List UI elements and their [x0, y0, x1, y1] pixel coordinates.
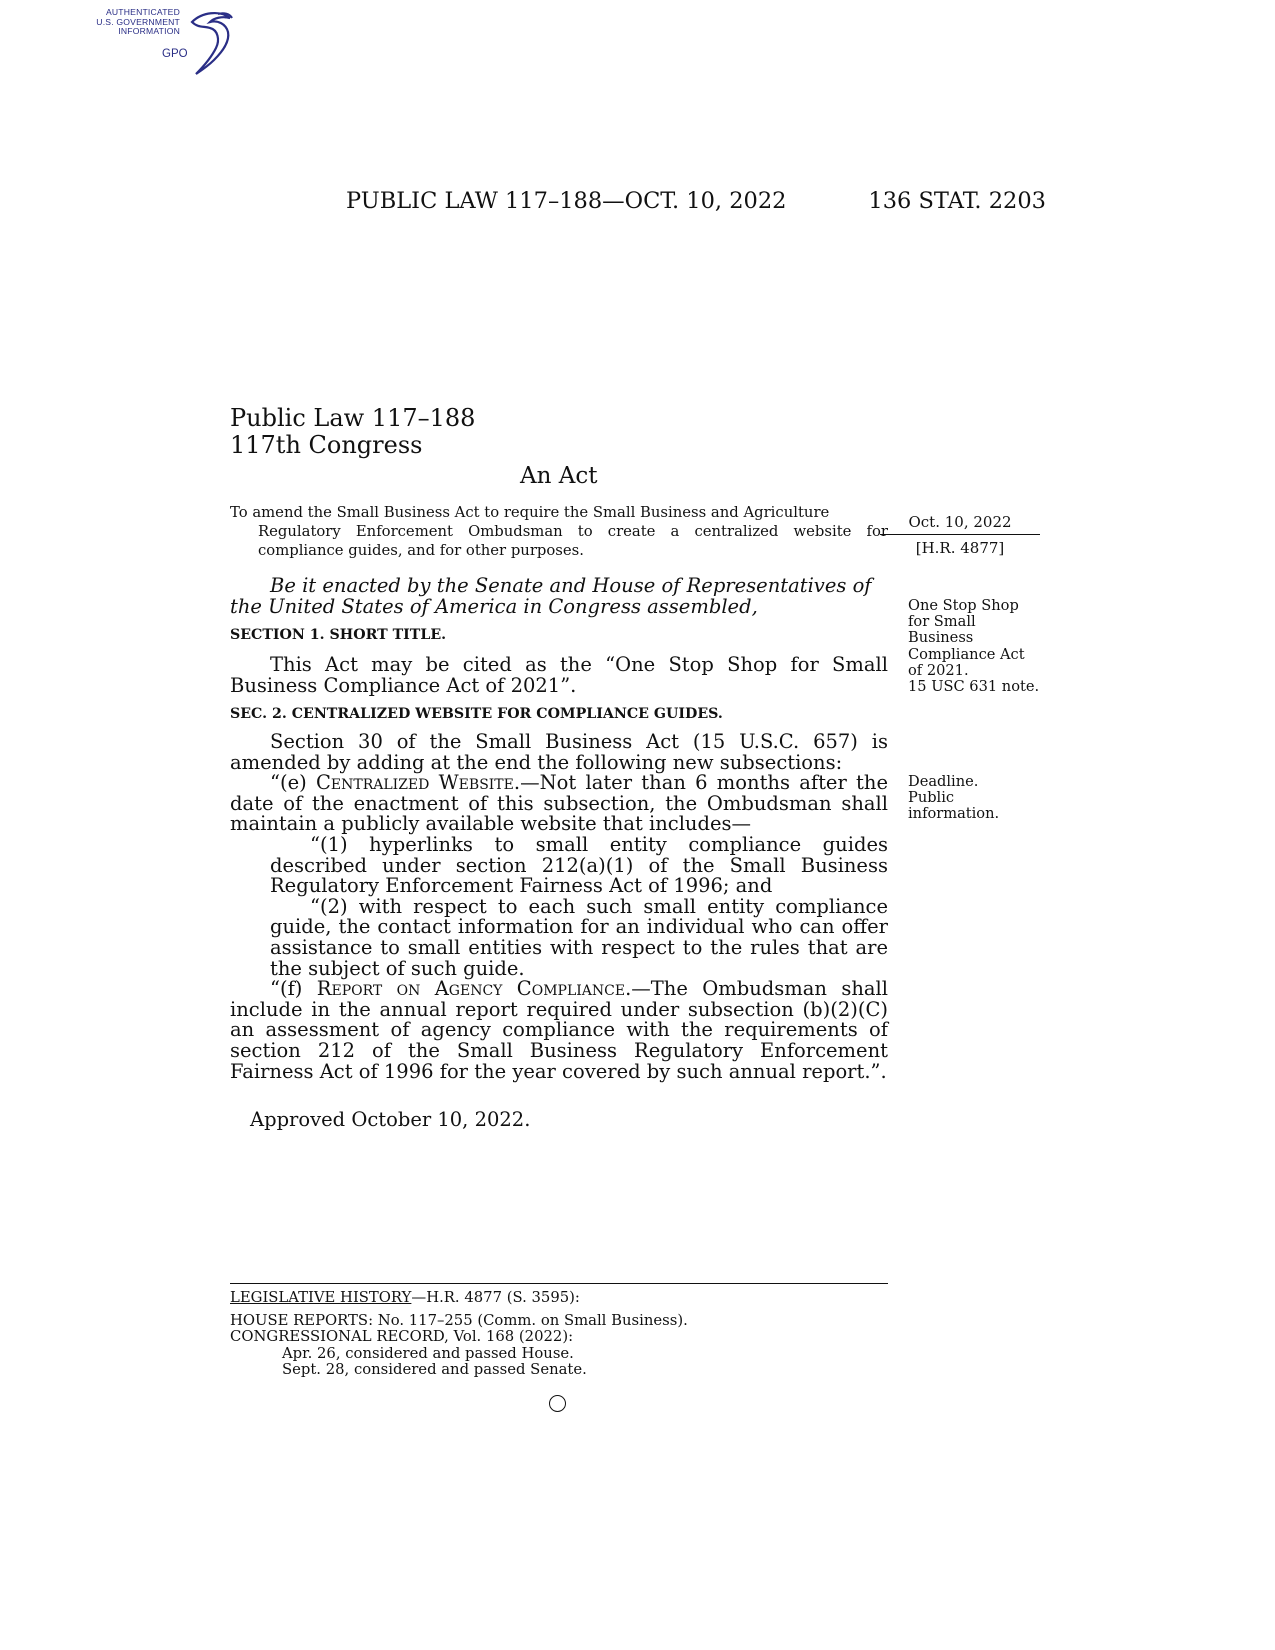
subsection-f-prefix: “(f)	[270, 977, 317, 1001]
enacting-clause-line: the United States of America in Congress assembled,	[230, 595, 758, 618]
margin-note-line: One Stop Shop	[908, 597, 1019, 614]
gpo-authentication-logo	[92, 8, 242, 76]
running-head	[346, 188, 1046, 218]
subsection-e-text: .—Not later than 6 months after the date of the enactment of this subsection, the Ombudsman shall maintain a publicly available website that includes—	[230, 771, 888, 836]
enacting-clause-line: Be it enacted by the Senate and House of Representatives of	[270, 574, 872, 597]
margin-note-line: information.	[908, 805, 1000, 823]
bill-number: [H.R. 4877]	[915, 539, 1005, 557]
margin-note-line: Public	[908, 789, 955, 807]
margin-note-line: Compliance Act	[908, 645, 1025, 663]
legislative-history-bill: —H.R. 4877 (S. 3595):	[411, 1289, 580, 1306]
margin-note-deadline	[908, 774, 1048, 823]
paragraph-2: “(2) with respect to each such small entity compliance guide, the contact information for an individual who can offer assistance to small entities with respect to the rules that are the subject of such guide.	[270, 894, 888, 980]
congressional-record: CONGRESSIONAL RECORD, Vol. 168 (2022):	[230, 1328, 574, 1346]
long-title	[230, 503, 888, 560]
enactment-date-box	[880, 513, 1040, 557]
subsection-e	[230, 773, 888, 835]
margin-note-line: of 2021.	[908, 661, 969, 679]
enacting-clause	[230, 575, 888, 617]
gpo-mark: GPO	[162, 48, 188, 60]
public-law-number: Public Law 117–188	[230, 404, 476, 432]
approval-date: Approved October 10, 2022.	[250, 1108, 531, 1131]
paragraph-1: “(1) hyperlinks to small entity compliance guides described under section 212(a)(1) of the Small Business Regulatory Enforcement Fairness Act of 1996; and	[270, 832, 888, 898]
section-1-text: This Act may be cited as the “One Stop Shop for Small Business Compliance Act of 2021”.	[230, 653, 888, 697]
long-title-first-line: To amend the Small Business Act to require the Small Business and Agriculture	[230, 504, 830, 521]
eagle-icon	[184, 8, 240, 76]
congress-number: 117th Congress	[230, 431, 423, 459]
legislative-history-label: LEGISLATIVE HISTORY	[230, 1289, 412, 1306]
logo-line: U.S. GOVERNMENT	[96, 16, 180, 27]
record-action: Apr. 26, considered and passed House.	[282, 1344, 574, 1362]
margin-note-line: Business	[908, 629, 974, 647]
running-head-law-date: PUBLIC LAW 117–188—OCT. 10, 2022	[346, 188, 787, 214]
subsection-f-heading: Report on Agency Compliance	[316, 977, 626, 1001]
law-title-block	[230, 405, 475, 459]
circle-icon	[549, 1395, 566, 1412]
house-reports: HOUSE REPORTS: No. 117–255 (Comm. on Small Business).	[230, 1311, 688, 1329]
record-action: Sept. 28, considered and passed Senate.	[282, 1361, 587, 1379]
section-2-intro: Section 30 of the Small Business Act (15 U.S.C. 657) is amended by adding at the end the following new subsections:	[230, 730, 888, 774]
logo-text	[96, 8, 180, 37]
logo-line: INFORMATION	[118, 26, 180, 36]
subsection-e-prefix: “(e)	[270, 771, 316, 795]
divider	[230, 1283, 888, 1284]
long-title-continuation: Regulatory Enforcement Ombudsman to create a centralized website for compliance guides, and for other purposes.	[258, 523, 888, 559]
section-1-heading: SECTION 1. SHORT TITLE.	[230, 627, 447, 643]
subsection-e-heading: Centralized Website	[316, 771, 514, 795]
subsection-f-text: .—The Ombudsman shall include in the annual report required under subsection (b)(2)(C) an assessment of agency compliance with the requirements of section 212 of the Small Business Regulatory Enforcement Fairness Act of 1996 for the year covered by such annual report.”.	[230, 977, 888, 1083]
enactment-date: Oct. 10, 2022	[880, 513, 1040, 535]
running-head-stat-page: 136 STAT. 2203	[868, 188, 1046, 214]
subsection-f	[230, 979, 888, 1082]
margin-note-line: for Small	[908, 613, 976, 631]
section-1-body	[230, 655, 888, 696]
margin-note-line: 15 USC 631 note.	[908, 678, 1040, 696]
legislative-history	[230, 1283, 888, 1379]
section-2-body	[230, 732, 888, 1082]
margin-note-line: Deadline.	[908, 773, 979, 790]
legislative-history-heading	[230, 1290, 888, 1307]
margin-note-short-title	[908, 598, 1048, 695]
act-label: An Act	[520, 463, 598, 489]
logo-line: AUTHENTICATED	[105, 7, 180, 17]
section-2-heading: SEC. 2. CENTRALIZED WEBSITE FOR COMPLIANCE GUIDES.	[230, 706, 723, 722]
